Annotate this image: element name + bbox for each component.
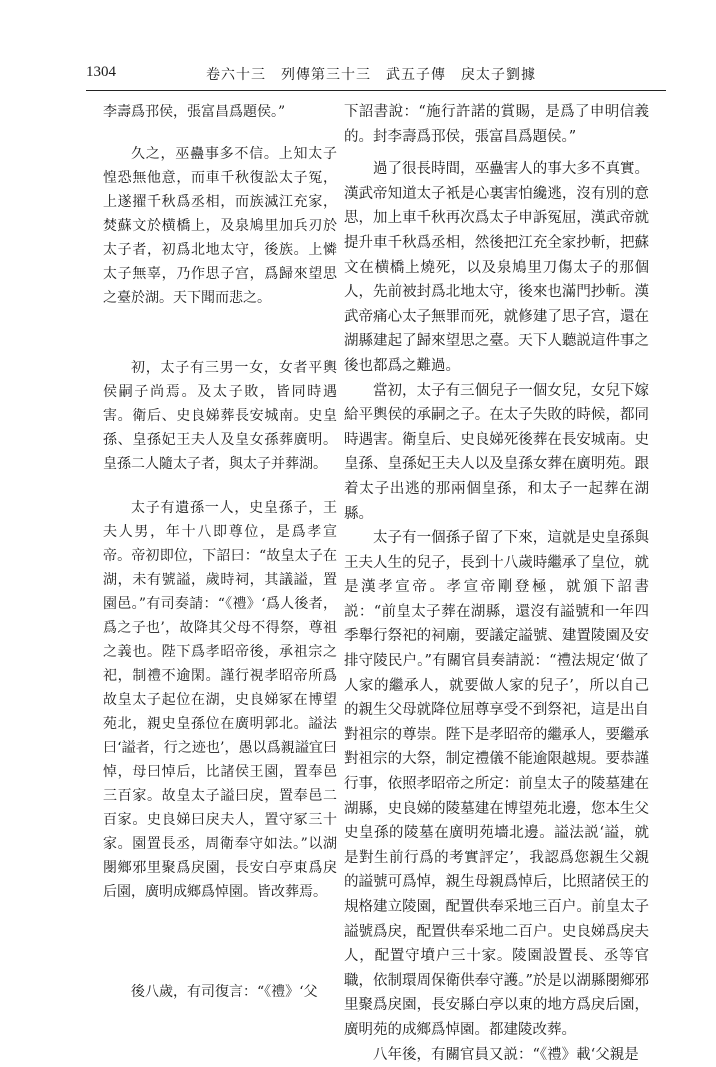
page-number: 1304 — [86, 64, 116, 80]
translation-paragraph: 當初，太子有三個兒子一個女兒，女兒下嫁給平輿侯的承嗣之子。在太子失敗的時候，都同時遇害。衛皇后、史良娣死後葬在長安城南。史皇孫、皇孫妃王夫人以及皇孫女葬在廣明苑。跟着太子出逃的那兩個皇孫，和太子一起葬在湖縣。 — [344, 382, 649, 522]
translation-paragraph: 下詔書說：“施行許諾的賞賜，是爲了申明信義的。封李壽爲邘侯，張富昌爲題侯。” — [344, 104, 649, 145]
page-header — [86, 62, 666, 88]
classical-paragraph: 太子有遺孫一人，史皇孫子，王夫人男，年十八即尊位，是爲孝宣帝。帝初即位，下詔曰：“故皇太子在湖，未有號謚，歲時祠，其議謚，置園邑。”有司奏請：“《禮》‘爲人後者，爲之子也’，故降其父母不得祭，尊祖之義也。陛下爲孝昭帝後，承祖宗之祀，制禮不逾閑。謹行視孝昭帝所爲故皇太子起位在湖，史良娣冢在博望苑北，親史皇孫位在廣明郭北。謚法曰‘謚者，行之迹也’，愚以爲親謚宜曰悼，母曰悼后，比諸侯王園，置奉邑三百家。故皇太子謚曰戾，置奉邑二百家。史良娣曰戾夫人，置守冢三十家。園置長丞，周衛奉守如法。”以湖閿鄉邪里聚爲戾園，長安白亭東爲戾后園，廣明成鄉爲悼園。皆改葬焉。 — [103, 500, 337, 900]
classical-paragraph: 李壽爲邘侯，張富昌爲題侯。” — [103, 104, 286, 120]
classical-paragraph: 後八歲，有司復言：“《禮》‘父 — [131, 984, 318, 1000]
classical-text-column — [103, 100, 337, 1004]
translation-column — [344, 100, 649, 1067]
header-rule — [86, 90, 666, 91]
classical-paragraph: 久之，巫蠱事多不信。上知太子惶恐無他意，而車千秋復訟太子冤，上遂擢千秋爲丞相，而族滅江充家，焚蘇文於横橋上，及泉鳩里加兵刃於太子者，初爲北地太守，後族。上憐太子無辜，乃作思子宫，爲歸來望思之臺於湖。天下聞而悲之。 — [103, 146, 337, 306]
classical-paragraph: 初，太子有三男一女，女者平輿侯嗣子尚焉。及太子敗，皆同時遇害。衛后、史良娣葬長安城南。史皇孫、皇孫妃王夫人及皇女孫葬廣明。皇孫二人隨太子者，與太子并葬湖。 — [103, 360, 337, 472]
translation-paragraph: 太子有一個孫子留了下來，這就是史皇孫與王夫人生的兒子，長到十八歲時繼承了皇位，就是漢孝宣帝。孝宣帝剛登極，就頒下詔書説：“前皇太子葬在湖縣，還沒有謚號和一年四季舉行祭祀的祠廟，要議定謚號、建置陵園及安排守陵民户。”有關官員奏請説：“禮法規定‘做了人家的繼承人，就要做人家的兒子’，所以自己的親生父母就降位屈尊享受不到祭祀，這是出自對祖宗的尊崇。陛下是孝昭帝的繼承人，要繼承對祖宗的大祭，制定禮儀不能逾限越規。要恭謹行事，依照孝昭帝之所定：前皇太子的陵墓建在湖縣，史良娣的陵墓建在博望苑北邊，您本生父史皇孫的陵墓在廣明苑墻北邊。謚法説‘謚，就是對生前行爲的考實評定’，我認爲您親生父親的謚號可爲悼，親生母親爲悼后，比照諸侯王的規格建立陵園，配置供奉采地三百户。前皇太子謚號爲戾，配置供奉采地二百户。史良娣爲戾夫人，配置守墳户三十家。陵園設置長、丞等官職，依制環周保衛供奉守護。”於是以湖縣閿鄉邪里聚爲戾園，長安縣白亭以東的地方爲戾后園，廣明苑的成鄉爲悼園。都建陵改葬。 — [344, 530, 649, 1038]
translation-paragraph: 八年後，有關官員又説：“《禮》載‘父親是 — [373, 1046, 639, 1063]
translation-paragraph: 過了很長時間，巫蠱害人的事大多不真實。漢武帝知道太子衹是心裏害怕纔逃，沒有別的意思，加上車千秋再次爲太子申訴冤屈，漢武帝就提升車千秋爲丞相，然後把江充全家抄斬，把蘇文在横橋上燒死，以及泉鳩里刀傷太子的那個人，先前被封爲北地太守，後來也滿門抄斬。漢武帝痛心太子無罪而死，就修建了思子宫，還在湖縣建起了歸來望思之臺。天下人聽説這件事之後也都爲之難過。 — [344, 161, 649, 374]
running-head: 卷六十三 列傳第三十三 武五子傳 戾太子劉據 — [206, 67, 536, 83]
